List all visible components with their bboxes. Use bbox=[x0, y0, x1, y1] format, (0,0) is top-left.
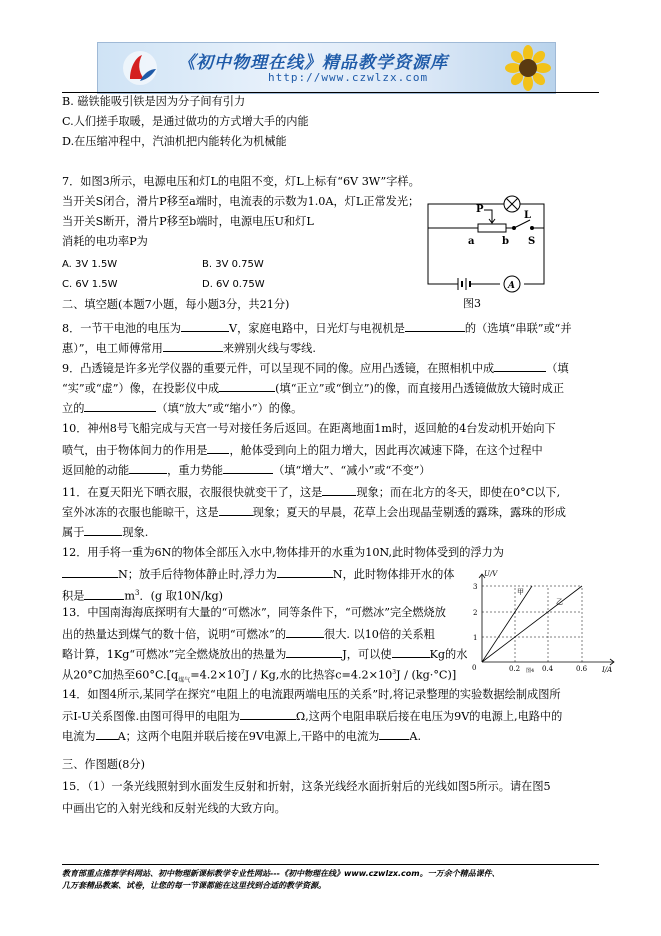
graph-series-a-line bbox=[482, 586, 532, 662]
q12-line-1: 12．用手将一重为6N的物体全部压入水中,物体排开的水重为10N,此时物体受到的浮力为 bbox=[62, 546, 504, 559]
q11-line-2: 室外冰冻的衣服也能晾干，这是 现象；夏天的早晨，花草上会出现晶莹剔透的露珠，露珠的形成 bbox=[62, 506, 566, 519]
q7-option-a: A. 3V 1.5W bbox=[62, 259, 118, 270]
q13-blank-2[interactable] bbox=[286, 646, 342, 658]
q9-line-1: 9．凸透镜是许多光学仪器的重要元件，可以呈现不同的像。应用凸透镜，在照相机中成 （填 bbox=[62, 362, 569, 375]
graph-y-tick-1: 1 bbox=[473, 634, 478, 642]
q8-blank-3[interactable] bbox=[163, 340, 223, 352]
q7-stem-3: 当开关S断开，滑片P移至b端时，电源电压U和灯L bbox=[62, 215, 314, 228]
q13-blank-3[interactable] bbox=[392, 646, 430, 658]
q10-blank-2[interactable] bbox=[129, 462, 167, 474]
q9-blank-3[interactable] bbox=[84, 400, 156, 412]
q10-blank-3[interactable] bbox=[223, 462, 273, 474]
graph-series-b-label: 乙 bbox=[556, 598, 563, 606]
q13-line-2: 出的热量达到煤气的数十倍，说明“可燃冰”的 很大. 以10倍的关系粗 bbox=[62, 628, 435, 641]
circuit-label-a: a bbox=[468, 236, 475, 247]
q13-line-1: 13．中国南海海底探明有大量的“可燃冰”，同等条件下，“可燃冰”完全燃烧放 bbox=[62, 606, 446, 619]
option-d: D.在压缩冲程中，汽油机把内能转化为机械能 bbox=[62, 135, 287, 148]
graph-x-label: I/A bbox=[602, 666, 613, 674]
q15-line-1: 15．（1）一条光线照射到水面发生反射和折射，这条光线经水面折射后的光线如图5所示。请在图5 bbox=[62, 780, 551, 793]
banner-title: 《初中物理在线》精品教学资源库 bbox=[178, 53, 448, 73]
q14-blank-2[interactable] bbox=[96, 728, 118, 740]
circuit-diagram bbox=[418, 190, 548, 294]
site-logo-icon bbox=[120, 49, 160, 87]
q10-line-3: 返回舱的动能 ，重力势能 （填“增大”、“减小”或“不变”） bbox=[62, 464, 431, 477]
q7-stem-2: 当开关S闭合，滑片P移至a端时，电流表的示数为1.0A，灯L正常发光； bbox=[62, 195, 420, 208]
section-2-heading: 二、填空题(本题7小题，每小题3分，共21分) bbox=[62, 298, 290, 311]
circuit-label-b: b bbox=[502, 236, 509, 247]
q8-line-1: 8．一节干电池的电压为 V，家庭电路中，日光灯与电视机是 的（选填“串联”或“并 bbox=[62, 322, 572, 335]
footer-divider bbox=[62, 864, 599, 865]
ammeter-label: A bbox=[508, 281, 515, 291]
q14-blank-1[interactable] bbox=[240, 708, 296, 720]
q10-line-1: 10．神州8号飞船完成与天宫一号对接任务后返回。在距离地面1m时，返回舱的4台发动机开始向下 bbox=[62, 422, 556, 435]
graph-x-tick-0: 0 bbox=[472, 664, 477, 672]
q7-option-b: B. 3V 0.75W bbox=[202, 259, 264, 270]
graph-series-b-line bbox=[482, 586, 582, 662]
q7-option-c: C. 6V 1.5W bbox=[62, 279, 118, 290]
graph-x-tick-02: 0.2 bbox=[509, 665, 521, 673]
circuit-label-l: L bbox=[524, 210, 532, 221]
q9-blank-1[interactable] bbox=[494, 360, 546, 372]
q14-line-2: 示I-U关系图像.由图可得甲的电阻为 Ω,这两个电阻串联后接在电压为9V的电源上,电路中的 bbox=[62, 710, 563, 723]
q8-line-2: 惠）”，电工师傅常用 来辨别火线与零线. bbox=[62, 342, 316, 355]
q10-blank-1[interactable] bbox=[207, 442, 229, 454]
option-c: C.人们搓手取暖，是通过做功的方式增大手的内能 bbox=[62, 115, 309, 128]
footer-line-2: 几万套精品教案、试卷，让您的每一节课都能在这里找到合适的教学资源。 bbox=[62, 881, 326, 890]
q12-line-3: 积是 $m^3$．(g 取10N/kg) bbox=[62, 589, 224, 603]
graph-x-tick-06: 0.6 bbox=[576, 665, 588, 673]
q12-blank-2[interactable] bbox=[277, 566, 333, 578]
header-divider bbox=[62, 92, 599, 93]
graph-y-tick-2: 2 bbox=[473, 609, 478, 617]
q10-line-2: 喷气，由于物体间力的作用是 ，舱体受到向上的阻力增大，因此再次减速下降，在这个过程中 bbox=[62, 444, 543, 457]
q7-stem-1: 7．如图3所示，电源电压和灯L的电阻不变，灯L上标有“6V 3W”字样。 bbox=[62, 175, 420, 188]
q9-line-3: 立的 （填“放大”或“缩小”）的像。 bbox=[62, 402, 303, 415]
option-b: B. 磁铁能吸引铁是因为分子间有引力 bbox=[62, 95, 246, 108]
q14-line-3: 电流为 A；这两个电阻并联后接在9V电源上,干路中的电流为 A. bbox=[62, 730, 421, 743]
graph-y-tick-3: 3 bbox=[473, 583, 478, 591]
header-banner bbox=[97, 42, 556, 94]
q13-line-3: 略计算，1Kg“可燃冰”完全燃烧放出的热量为 J，可以使 Kg的水 bbox=[62, 648, 468, 661]
q12-blank-3[interactable] bbox=[84, 588, 124, 600]
footer-line-1: 教育部重点推荐学科网站、初中物理新课标教学专业性网站---《初中物理在线》www.czwlzx.com。一万余个精品课件、 bbox=[62, 869, 500, 878]
sunflower-icon bbox=[505, 45, 551, 91]
graph-x-tick-04: 0.4 bbox=[542, 665, 554, 673]
q7-stem-4: 消耗的电功率P为 bbox=[62, 235, 148, 248]
q13-line-4: 从20°C加热至$60^\circ C.[q_{煤气}=4.2\times 10^7J / Kg$,水的比热容$c=4.2\times 10^3J / (kg\cdot^\circ C)$] bbox=[62, 668, 457, 684]
graph-figure-label: 图4 bbox=[526, 668, 535, 674]
q8-blank-2[interactable] bbox=[405, 320, 465, 332]
graph-series-a-label: 甲 bbox=[517, 588, 524, 596]
graph-y-label: U/V bbox=[484, 570, 498, 578]
q11-blank-2[interactable] bbox=[219, 504, 253, 516]
q9-blank-2[interactable] bbox=[219, 380, 275, 392]
q11-blank-3[interactable] bbox=[84, 524, 122, 536]
section-3-heading: 三、作图题(8分) bbox=[62, 758, 145, 771]
q8-blank-1[interactable] bbox=[181, 320, 229, 332]
q12-line-2: N；放手后待物体静止时,浮力为 N，此时物体排开水的体 bbox=[62, 566, 454, 582]
q11-blank-1[interactable] bbox=[322, 484, 356, 496]
circuit-label-p: P bbox=[476, 204, 484, 215]
circuit-label-s: S bbox=[528, 236, 536, 247]
q11-line-3: 属于 现象. bbox=[62, 526, 149, 539]
iu-graph bbox=[470, 568, 620, 676]
banner-url: http://www.czwlzx.com bbox=[268, 71, 429, 84]
q13-blank-1[interactable] bbox=[286, 626, 324, 638]
q11-line-1: 11．在夏天阳光下晒衣服，衣服很快就变干了，这是 现象；而在北方的冬天，即使在0°C以下, bbox=[62, 486, 561, 499]
q12-blank-1[interactable] bbox=[62, 566, 118, 578]
q14-line-1: 14．如图4所示,某同学在探究“电阻上的电流跟两端电压的关系”时,将记录整理的实验数据绘制成图所 bbox=[62, 688, 561, 701]
q7-option-d: D. 6V 0.75W bbox=[202, 279, 265, 290]
figure-3-label: 图3 bbox=[463, 297, 481, 310]
q9-line-2: “实”或“虚”）像，在投影仪中成 (填“正立”或“倒立”)的像，而直接用凸透镜做放大镜时成正 bbox=[62, 382, 565, 395]
q14-blank-3[interactable] bbox=[379, 728, 409, 740]
q15-line-2: 中画出它的入射光线和反射光线的大致方向。 bbox=[62, 802, 286, 815]
